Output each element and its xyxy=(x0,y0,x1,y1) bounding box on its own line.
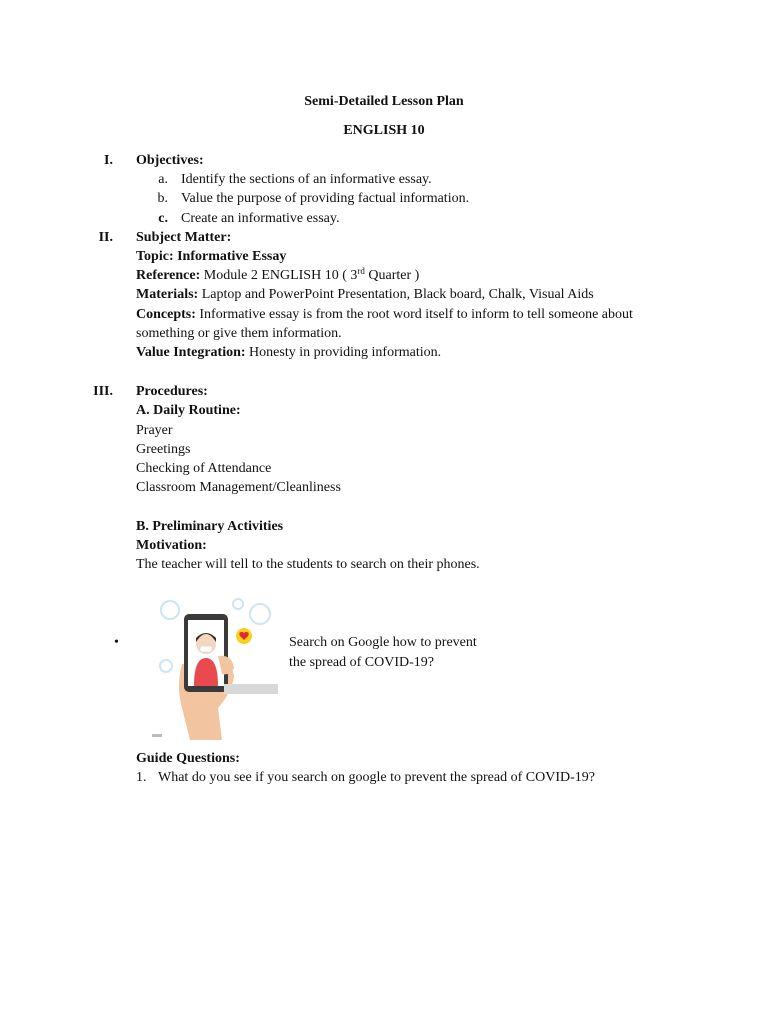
reference-tail: Quarter ) xyxy=(364,268,420,283)
daily-routine-item: Checking of Attendance xyxy=(136,461,272,476)
value-integration-label: Value Integration: xyxy=(136,345,246,360)
value-integration-value: Honesty in providing information. xyxy=(245,345,442,360)
guide-questions-heading: Guide Questions: xyxy=(136,751,240,766)
objective-letter-c: c. xyxy=(158,211,168,226)
guide-question-number: 1. xyxy=(136,770,147,785)
materials-value: Laptop and PowerPoint Presentation, Black board, Chalk, Visual Aids xyxy=(198,287,594,302)
objectives-heading: Objectives: xyxy=(136,153,204,168)
daily-routine-item: Greetings xyxy=(136,442,191,457)
motivation-text: The teacher will tell to the students to search on their phones. xyxy=(136,557,480,572)
reference-superscript: rd xyxy=(357,266,365,276)
objective-item-b: Value the purpose of providing factual information. xyxy=(181,191,470,206)
bullet-point: • xyxy=(114,635,119,650)
search-prompt-line1: Search on Google how to prevent xyxy=(289,635,477,650)
subject-title: ENGLISH 10 xyxy=(343,123,425,138)
section-numeral-subject-matter: II. xyxy=(98,230,113,245)
daily-routine-item: Prayer xyxy=(136,423,173,438)
materials-label: Materials: xyxy=(136,287,199,302)
objective-item-c: Create an informative essay. xyxy=(181,211,340,226)
document-title: Semi-Detailed Lesson Plan xyxy=(304,94,464,109)
search-prompt-line2: the spread of COVID-19? xyxy=(289,655,435,670)
topic-line: Topic: Informative Essay xyxy=(136,249,287,264)
objective-item-a: Identify the sections of an informative essay. xyxy=(181,172,432,187)
preliminary-activities-heading: B. Preliminary Activities xyxy=(136,519,284,534)
reference-label: Reference: xyxy=(136,268,201,283)
concepts-value-line2: something or give them information. xyxy=(136,326,342,341)
section-numeral-objectives: I. xyxy=(104,153,113,168)
objective-letter-b: b. xyxy=(157,191,168,206)
reference-line xyxy=(136,268,419,284)
materials-line xyxy=(136,287,594,303)
phone-search-illustration xyxy=(152,596,278,740)
daily-routine-heading: A. Daily Routine: xyxy=(136,403,241,418)
guide-question-text: What do you see if you search on google to prevent the spread of COVID-19? xyxy=(158,770,595,785)
concepts-value-line1: Informative essay is from the root word itself to inform to tell someone about xyxy=(195,307,633,322)
objective-letter-a: a. xyxy=(158,172,168,187)
section-numeral-procedures: III. xyxy=(93,384,113,399)
daily-routine-item: Classroom Management/Cleanliness xyxy=(136,480,341,495)
concepts-label: Concepts: xyxy=(136,307,196,322)
procedures-heading: Procedures: xyxy=(136,384,208,399)
motivation-heading: Motivation: xyxy=(136,538,207,553)
value-integration-line xyxy=(136,345,441,361)
subject-matter-heading: Subject Matter: xyxy=(136,230,232,245)
reference-value: Module 2 ENGLISH 10 ( 3 xyxy=(203,268,358,283)
concepts-line xyxy=(136,307,633,323)
